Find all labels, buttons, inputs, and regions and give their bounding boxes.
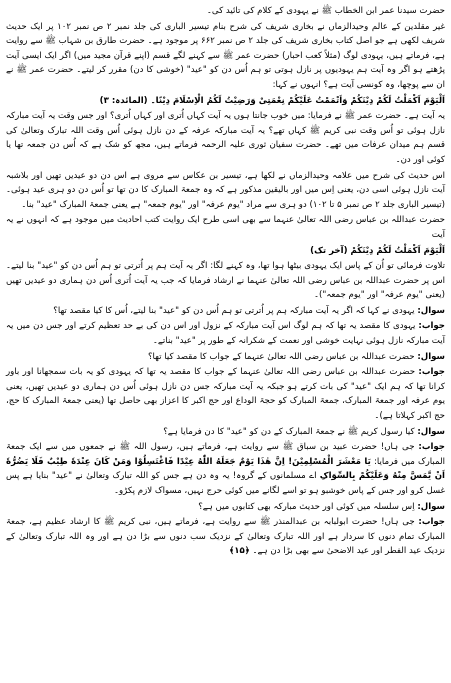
section-end-mark: ﴿۱۵﴾ (229, 546, 250, 557)
qa-block-1 (6, 304, 445, 319)
answer-block-3 (6, 440, 445, 498)
answer-label: جواب: (418, 517, 446, 528)
paragraph-1: غیر مقلدین کے عالم وحیدالزماں نے بخاری شریف کی شرح بنام تیسیر الباری کی جلد نمبر ۲ ص نمبر ۱۰۲ پر ایک حدیث شریف لکھی ہے جو اصل کتاب بخاری شریف کی جلد ۲ ص نمبر ۶۶۲ پر موجود ہے۔ حضرت طارق بن شہاب ﷺ سے روایت ہے، فرماتے ہیں، یہودی لوگ (مثلاً کعب احبار) حضرت عمر ﷺ سے کہنے لگے قسم (اپنے قرآن مجید میں) اگر ایک ایسی آیت پڑھتے ہو اگر وہ آیت ہم یہودیوں پر نازل ہوتی تو ہم اُس دن کو "عید" (خوشی کا دن) مقرر کر لیتے۔ حضرت عمر ﷺ نے ان سے پوچھا، وہ کونسی آیت ہے؟ انہوں نے کہا: (6, 21, 446, 90)
question-text: حضرت عبداللہ بن عباس رضی اللہ تعالیٰ عنہما کے جواب کا مقصد کیا تھا؟ (147, 351, 415, 362)
answer-block-2 (6, 365, 445, 423)
question-label: سوال: (417, 351, 445, 362)
answer-text: جی ہاں! حضرت عبید بن سباق ﷺ سے روایت ہے، فرماتے ہیں، رسول اللہ ﷺ نے جمعوں میں سے ایک جمعۃ المبارک میں فرمایا: (6, 442, 445, 467)
paragraph-5: تلاوت فرمائی تو اُن کے پاس ایک یہودی بیٹھا ہوا تھا، وہ کہنے لگا: اگر یہ آیت ہم پر اُترتی تو ہم اُس دن کو "عید" بنا لیتے۔ اس پر حضرت عبداللہ بن عباس رضی اللہ تعالیٰ عنہما نے ارشاد فرمایا کہ جب یہ آیت اُتری اُس دن ہماری دو عیدیں تھیں (یعنی "یوم عرفہ" اور "یوم جمعہ")۔ (6, 261, 445, 301)
answer-label: جواب: (418, 442, 445, 453)
hadith-translation: اے مسلمانوں کے گروہ! یہ وہ دن ہے جس کو اللہ تبارک وتعالیٰ نے "عید" بنایا ہے پس غسل کرو اور جس کے پاس خوشبو ہو تو اسے لگانے میں کوئی حرج نہیں، مسواک لازم پکڑو۔ (6, 471, 445, 496)
question-label: سوال: (417, 426, 445, 437)
hadith-text: یَا مَعْشَرَ الْمُسْلِمِیْنَ! اِنَّ هٰذَا یَوْمٌ جَعَلَهُ اللّٰهُ عِیْدًا فَاغْتَسِلُوْا وَمَنْ کَانَ عِنْدَهٗ طِیْبٌ فَلَا یَضُرُّهٗ اَنْ یَّمَسَّ مِنْهُ وَعَلَیْکُمْ بِالسِّوَاکِ (6, 456, 445, 482)
answer-label: جواب: (418, 321, 446, 332)
question-text: اِس سلسلہ میں کوئی اور حدیث مبارکہ بھی کتابوں میں ہے؟ (198, 501, 415, 512)
paragraph-4: حضرت عبداللہ بن عباس رضی اللہ تعالیٰ عنہما سے بھی اسی طرح ایک روایت کتب احادیث میں موجود ہے کہ انہوں نے یہ آیت (6, 215, 445, 240)
answer-block-4 (6, 515, 445, 559)
question-text: کیا رسول کریم ﷺ نے جمعۃ المبارک کے دن کو "عید" کا دن فرمایا ہے؟ (163, 426, 415, 437)
qa-block-2 (6, 350, 445, 365)
quran-verse-2: اَلْیَوْمَ اَكْمَلْتُ لَكُمْ دِيْنَكُمْ (آخر تک) (310, 245, 445, 256)
qa-block-3 (6, 425, 445, 440)
answer-text: حضرت عبداللہ بن عباس رضی اللہ تعالیٰ عنہما کے جواب کا مقصد یہ تھا کہ یہودی کو یہ بات سمجھانا اور باور کرانا تھا کہ ہم ایک "عید" کی بات کرتے ہو جبکہ یہ آیت مبارکہ جس دن نازل ہوئی اُس دن ہماری دو عیدیں تھیں، یعنی یوم عرفہ اور جمعۃ المبارک، جمعۃ المبارک کو حجۃ الوداع اور حج اکبر کا اعزاز بھی حاصل تھا (یعنی جمعۃ المبارک کا حج، حج اکبر کہلاتا ہے)۔ (6, 367, 445, 422)
page-heading: حضرت سیدنا عمر ابن الخطاب ﷺ نے یہودی کے کلام کی تائید کی۔ (206, 6, 445, 16)
answer-text: یہودی کا مقصد یہ تھا کہ ہم لوگ اس آیت مبارکہ کے نزول اور اس دن کی بے حد تعظیم کرتے اور جس دن میں یہ آیت مبارکہ نازل ہوئی نہایت خوشی اور نعمت کے شکرانہ کے طور پر "عید" بناتے۔ (6, 321, 445, 347)
quran-verse-1: اَلْیَوْمَ اَكْمَلْتُ لَكُمْ دِيْنَكُمْ وَاَتْمَمْتُ عَلَيْكُمْ نِعْمَتِىْ وَرَضِيْتُ لَكُمُ الْاِسْلَامَ دِيْنًا۔ (المائدہ: ۳) (99, 95, 445, 106)
question-label: سوال: (417, 501, 445, 512)
question-label: سوال: (417, 305, 445, 316)
question-text: یہودی نے کہا کہ اگر یہ آیت مبارکہ ہم پر اُترتی تو ہم اُس دن کو "عید" بنا لیتے، اُس کا کیا مقصد تھا؟ (53, 305, 415, 316)
qa-block-4 (6, 500, 445, 515)
paragraph-2: یہ آیت ہے۔ حضرت عمر ﷺ نے فرمایا: میں خوب جانتا ہوں یہ آیت کہاں اُتری اور کہاں اُتری؟ اور جس وقت یہ آیت مبارکہ نازل ہوئی تو اُس وقت نبی کریم ﷺ کہاں تھے؟ یہ آیت مبارکہ عرفہ کے دن نازل ہوئی اُس وقت اللہ تبارک وتعالیٰ کی قسم ہم میدان عرفات میں تھے۔ حضرت سفیان ثوری علیہ الرحمہ فرماتے ہیں، مجھ کو شک ہے کہ اُس دن جمعہ تھا یا کوئی اور دن۔ (6, 111, 445, 165)
answer-label: جواب: (418, 367, 445, 378)
answer-block-1 (6, 319, 445, 348)
answer-text: جی ہاں! حضرت ابولبابہ بن عبدالمنذر ﷺ سے روایت ہے، فرماتے ہیں، نبی کریم ﷺ کا ارشاد عظیم ہے، جمعۃ المبارک تمام دنوں کا سردار ہے اور اللہ تبارک وتعالیٰ کے نزدیک سب دنوں سے بڑا دن ہے اور وہ اللہ تبارک وتعالیٰ کے نزدیک عید الفطر اور عید الاضحیٰ سے بھی بڑا دن ہے۔ (6, 517, 445, 557)
paragraph-3: اس حدیث کی شرح میں علامہ وحیدالزماں نے لکھا ہے، تیسیر بن عکاس سے مروی ہے اس دن دو عیدیں تھیں اور بلاشبہ آیت نازل ہوئی اسی دن، یعنی اِس میں اور بالیقین مذکور ہے کہ وہ جمعۃ المبارک کا دن تھا تو اُس دن دو ہری عید ہوئی۔ (تیسیر الباری جلد ۲ ص نمبر ۵ تا ۱۰۲) دو ہری سے مراد "یوم عرفہ" اور "یوم جمعہ" ہے یعنی جمعۃ المبارک "عید" بنا۔ (6, 170, 445, 210)
